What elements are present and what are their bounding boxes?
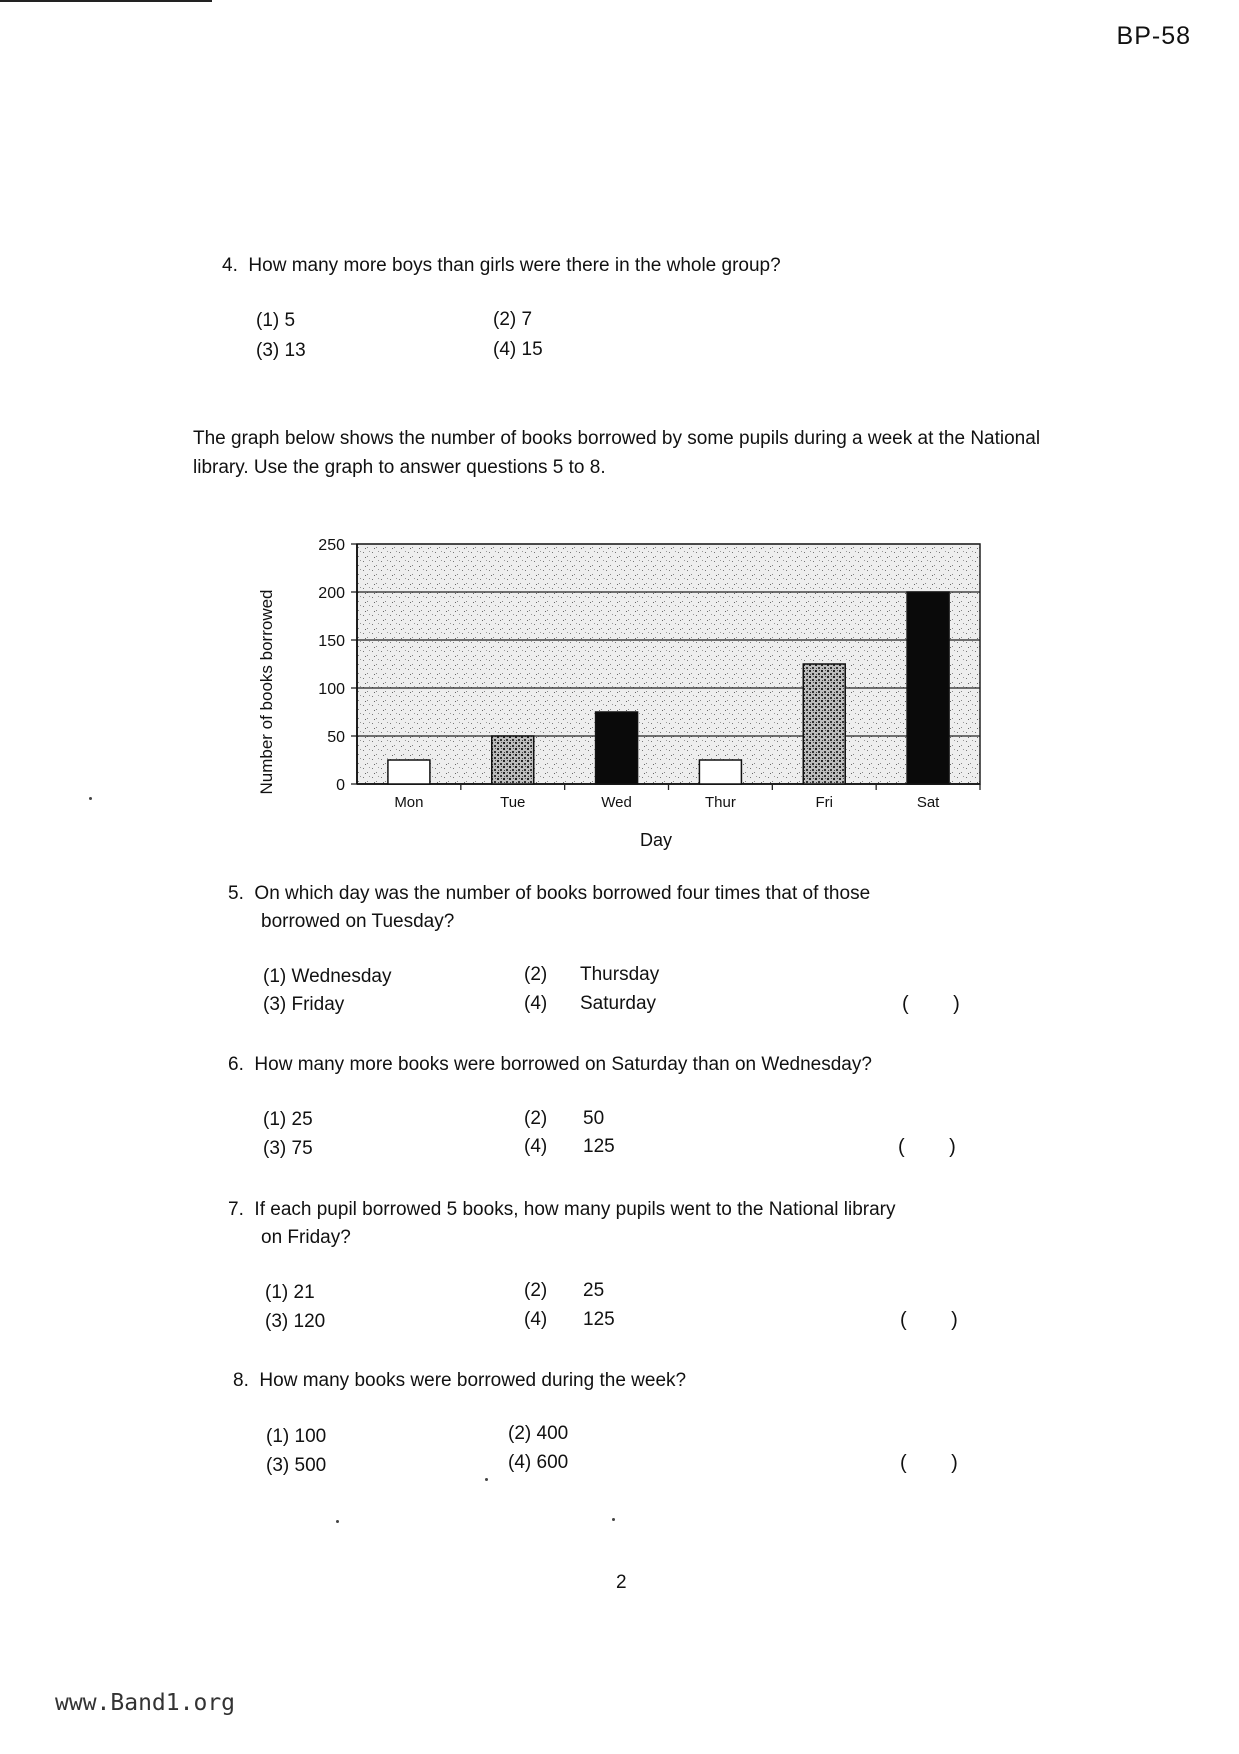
q5-option-3[interactable]: (3) Friday (263, 994, 345, 1015)
q5-option-4-number[interactable]: (4) (524, 993, 548, 1014)
y-tick-label: 50 (327, 729, 345, 746)
q8-option-3[interactable]: (3) 500 (266, 1455, 327, 1476)
page-number: 2 (616, 1572, 627, 1593)
q7-option-4-text[interactable]: 125 (583, 1309, 615, 1330)
bar-sat (907, 592, 949, 784)
bar-chart (245, 532, 1005, 862)
question-number: 8. (233, 1370, 249, 1391)
q8-option-1[interactable]: (1) 100 (266, 1426, 327, 1447)
bar-tue (492, 736, 534, 784)
q7-option-1[interactable]: (1) 21 (265, 1282, 315, 1303)
y-tick-label: 100 (318, 681, 345, 698)
plot-area (357, 544, 980, 784)
question-text-line2: borrowed on Tuesday? (261, 911, 455, 932)
y-tick-label: 200 (318, 585, 345, 602)
question-6 (228, 1051, 872, 1079)
question-number: 7. (228, 1199, 244, 1220)
top-rule (0, 0, 212, 2)
question-text: How many more boys than girls were there in the whole group? (248, 255, 781, 276)
bar-fri (803, 664, 845, 784)
bar-thur (699, 760, 741, 784)
q7-option-3[interactable]: (3) 120 (265, 1311, 326, 1332)
question-5 (228, 880, 1048, 936)
y-tick-label: 150 (318, 633, 345, 650)
question-number: 6. (228, 1054, 244, 1075)
y-axis-label: Number of books borrowed (257, 589, 276, 795)
x-tick-label: Sat (916, 794, 940, 811)
question-number: 5. (228, 883, 244, 904)
q6-option-4-number[interactable]: (4) (524, 1136, 548, 1157)
question-7 (228, 1196, 1048, 1252)
q4-option-1[interactable]: (1) 5 (256, 310, 296, 331)
question-4 (222, 252, 781, 280)
q5-option-4-text[interactable]: Saturday (580, 993, 657, 1014)
footer-url[interactable]: www.Band1.org (55, 1690, 236, 1716)
q8-answer-bracket[interactable]: ( ) (900, 1452, 958, 1474)
q8-option-4[interactable]: (4) 600 (508, 1452, 569, 1473)
chart-canvas (245, 532, 1005, 862)
y-tick-label: 250 (318, 537, 345, 554)
x-tick-label: Fri (815, 794, 833, 811)
q6-option-3[interactable]: (3) 75 (263, 1138, 313, 1159)
question-number: 4. (222, 255, 238, 276)
scan-speck (612, 1518, 615, 1521)
q7-option-4-number[interactable]: (4) (524, 1309, 548, 1330)
scan-speck (336, 1520, 339, 1523)
question-text: How many more books were borrowed on Saturday than on Wednesday? (254, 1054, 872, 1075)
q7-option-2-text[interactable]: 25 (583, 1280, 605, 1301)
q8-option-2[interactable]: (2) 400 (508, 1423, 569, 1444)
paper-code: BP-58 (1116, 22, 1191, 50)
q5-answer-bracket[interactable]: ( ) (902, 993, 960, 1015)
scan-speck (485, 1478, 488, 1481)
q6-option-1[interactable]: (1) 25 (263, 1109, 313, 1130)
q6-option-2-number[interactable]: (2) (524, 1108, 548, 1129)
graph-intro: The graph below shows the number of books borrowed by some pupils during a week at the National library. Use the graph to answer questions 5 to 8. (193, 428, 1041, 478)
scan-speck (89, 797, 92, 800)
q6-answer-bracket[interactable]: ( ) (898, 1136, 956, 1158)
bar-mon (388, 760, 430, 784)
q4-option-3[interactable]: (3) 13 (256, 340, 306, 361)
x-tick-label: Thur (704, 794, 736, 811)
question-8 (233, 1367, 686, 1395)
q4-option-4[interactable]: (4) 15 (493, 339, 543, 360)
question-text-line1: On which day was the number of books borrowed four times that of those (254, 883, 871, 904)
x-axis-label: Day (640, 830, 673, 850)
x-tick-label: Mon (394, 794, 424, 811)
x-tick-label: Tue (500, 794, 526, 811)
question-text: How many books were borrowed during the week? (259, 1370, 687, 1391)
q5-option-2-number[interactable]: (2) (524, 964, 548, 985)
q6-option-2-text[interactable]: 50 (583, 1108, 605, 1129)
y-tick-label: 0 (336, 777, 345, 794)
q5-option-2-text[interactable]: Thursday (580, 964, 660, 985)
q6-option-4-text[interactable]: 125 (583, 1136, 615, 1157)
question-text-line2: on Friday? (261, 1227, 351, 1248)
q7-option-2-number[interactable]: (2) (524, 1280, 548, 1301)
x-tick-label: Wed (601, 794, 632, 811)
question-text-line1: If each pupil borrowed 5 books, how many pupils went to the National library (254, 1199, 896, 1220)
q7-answer-bracket[interactable]: ( ) (900, 1309, 958, 1331)
q5-option-1[interactable]: (1) Wednesday (263, 966, 392, 987)
q4-option-2[interactable]: (2) 7 (493, 309, 533, 330)
bar-wed (596, 712, 638, 784)
